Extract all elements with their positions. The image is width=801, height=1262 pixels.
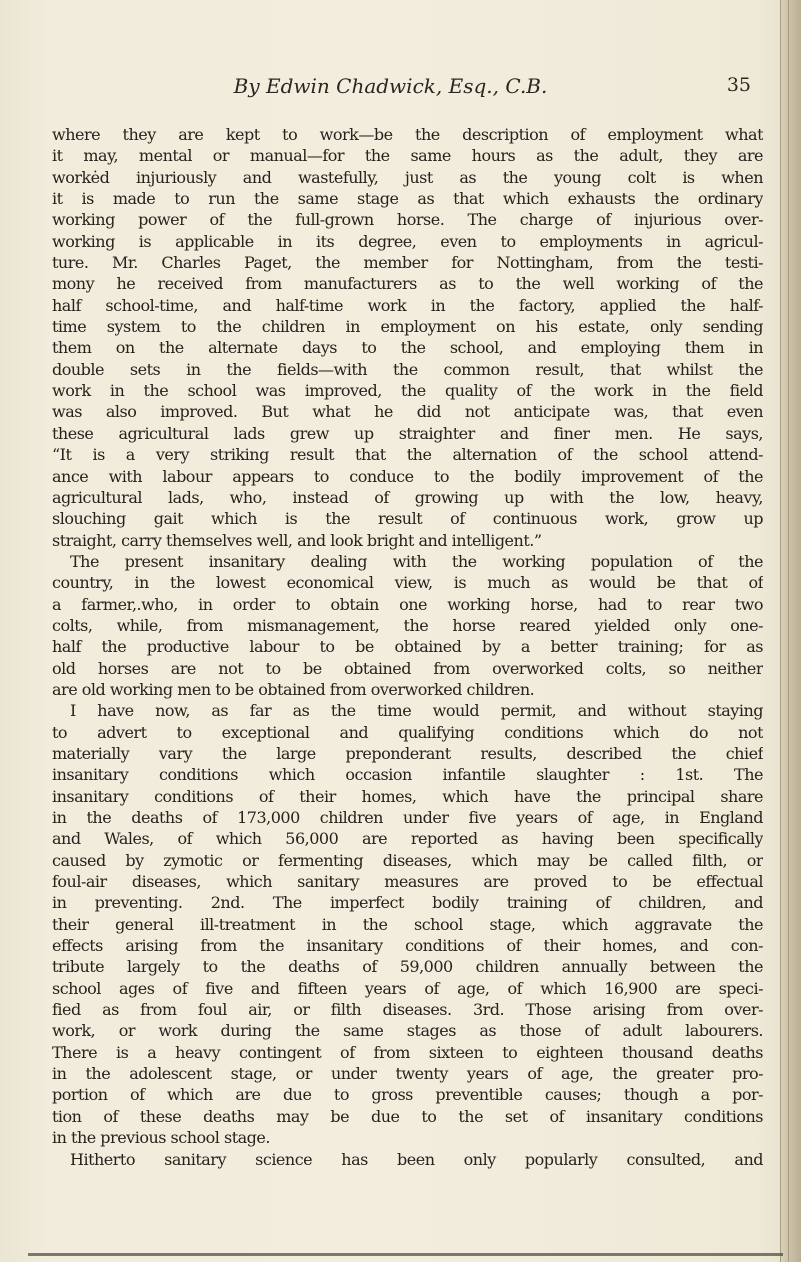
- text-line: in the previous school stage.: [52, 1128, 270, 1148]
- bottom-edge-rule: [28, 1253, 783, 1256]
- text-line: There is a heavy contingent of from sixteen to eighteen thousand deaths: [52, 1042, 763, 1062]
- text-line: foul-air diseases, which sanitary measures are proved to be effectual: [52, 872, 763, 892]
- text-line: effects arising from the insanitary conditions of their homes, and con-: [52, 936, 763, 956]
- text-line: work, or work during the same stages as those of adult labourers.: [52, 1021, 763, 1041]
- text-line: working power of the full-grown horse. The charge of injurious over-: [52, 210, 763, 230]
- page-number: 35: [726, 74, 751, 96]
- page-gutter: [780, 0, 801, 1262]
- text-line: portion of which are due to gross preventible causes; though a por-: [52, 1085, 763, 1105]
- text-line: ance with labour appears to conduce to the bodily improvement of the: [52, 466, 763, 486]
- text-line: them on the alternate days to the school, and employing them in: [52, 338, 763, 358]
- text-line: agricultural lads, who, instead of growing up with the low, heavy,: [52, 487, 763, 507]
- text-line: materially vary the large preponderant results, described the chief: [52, 743, 763, 763]
- text-line: ture. Mr. Charles Paget, the member for Nottingham, from the testi-: [52, 253, 763, 273]
- text-line: working is applicable in its degree, even to employments in agricul-: [52, 231, 763, 251]
- text-line: caused by zymotic or fermenting diseases, which may be called filth, or: [52, 850, 763, 870]
- body-text: [52, 124, 763, 1170]
- text-line: tribute largely to the deaths of 59,000 children annually between the: [52, 957, 763, 977]
- text-line: country, in the lowest economical view, is much as would be that of: [52, 573, 763, 593]
- text-line: was also improved. But what he did not anticipate was, that even: [52, 402, 763, 422]
- text-line: school ages of five and fifteen years of age, of which 16,900 are speci-: [52, 978, 763, 998]
- text-line: slouching gait which is the result of continuous work, grow up: [52, 509, 763, 529]
- running-head: [0, 74, 781, 102]
- text-line: these agricultural lads grew up straighter and finer men. He says,: [52, 423, 763, 443]
- text-line: to advert to exceptional and qualifying conditions which do not: [52, 722, 763, 742]
- text-line: The present insanitary dealing with the working population of the: [70, 551, 763, 571]
- text-line: fied as from foul air, or filth diseases. 3rd. Those arising from over-: [52, 1000, 763, 1020]
- gutter-shadow-line: [788, 0, 789, 1262]
- text-line: half school-time, and half-time work in the factory, applied the half-: [52, 295, 763, 315]
- text-line: I have now, as far as the time would permit, and without staying: [70, 701, 763, 721]
- text-line: workėd injuriously and wastefully, just as the young colt is when: [52, 167, 763, 187]
- text-line: time system to the children in employment on his estate, only sending: [52, 317, 763, 337]
- running-title: By Edwin Chadwick, Esq., C.B.: [233, 74, 548, 98]
- text-line: a farmer,.who, in order to obtain one working horse, had to rear two: [52, 594, 763, 614]
- text-line: in preventing. 2nd. The imperfect bodily training of children, and: [52, 893, 763, 913]
- text-line: old horses are not to be obtained from overworked colts, so neither: [52, 658, 763, 678]
- text-line: insanitary conditions which occasion infantile slaughter : 1st. The: [52, 765, 763, 785]
- text-line: mony he received from manufacturers as to the well working of the: [52, 274, 763, 294]
- text-line: are old working men to be obtained from overworked children.: [52, 679, 535, 699]
- text-line: insanitary conditions of their homes, which have the principal share: [52, 786, 763, 806]
- text-line: work in the school was improved, the quality of the work in the field: [52, 381, 763, 401]
- text-line: it is made to run the same stage as that which exhausts the ordinary: [52, 189, 763, 209]
- text-line: in the adolescent stage, or under twenty years of age, the greater pro-: [52, 1064, 763, 1084]
- text-line: “It is a very striking result that the alternation of the school attend-: [52, 445, 763, 465]
- text-line: colts, while, from mismanagement, the horse reared yielded only one-: [52, 615, 763, 635]
- text-line: it may, mental or manual—for the same hours as the adult, they are: [52, 146, 763, 166]
- text-line: double sets in the fields—with the common result, that whilst the: [52, 359, 763, 379]
- text-line: tion of these deaths may be due to the set of insanitary conditions: [52, 1106, 763, 1126]
- text-line: where they are kept to work—be the description of employment what: [52, 125, 763, 144]
- text-line: in the deaths of 173,000 children under five years of age, in England: [52, 808, 763, 827]
- text-line: straight, carry themselves well, and look bright and intelligent.”: [52, 530, 542, 550]
- text-line: and Wales, of which 56,000 are reported as having been specifically: [52, 829, 763, 849]
- text-line: their general ill-treatment in the school stage, which aggravate the: [52, 914, 763, 934]
- text-line: Hitherto sanitary science has been only popularly consulted, and: [70, 1149, 763, 1169]
- text-line: half the productive labour to be obtained by a better training; for as: [52, 637, 763, 657]
